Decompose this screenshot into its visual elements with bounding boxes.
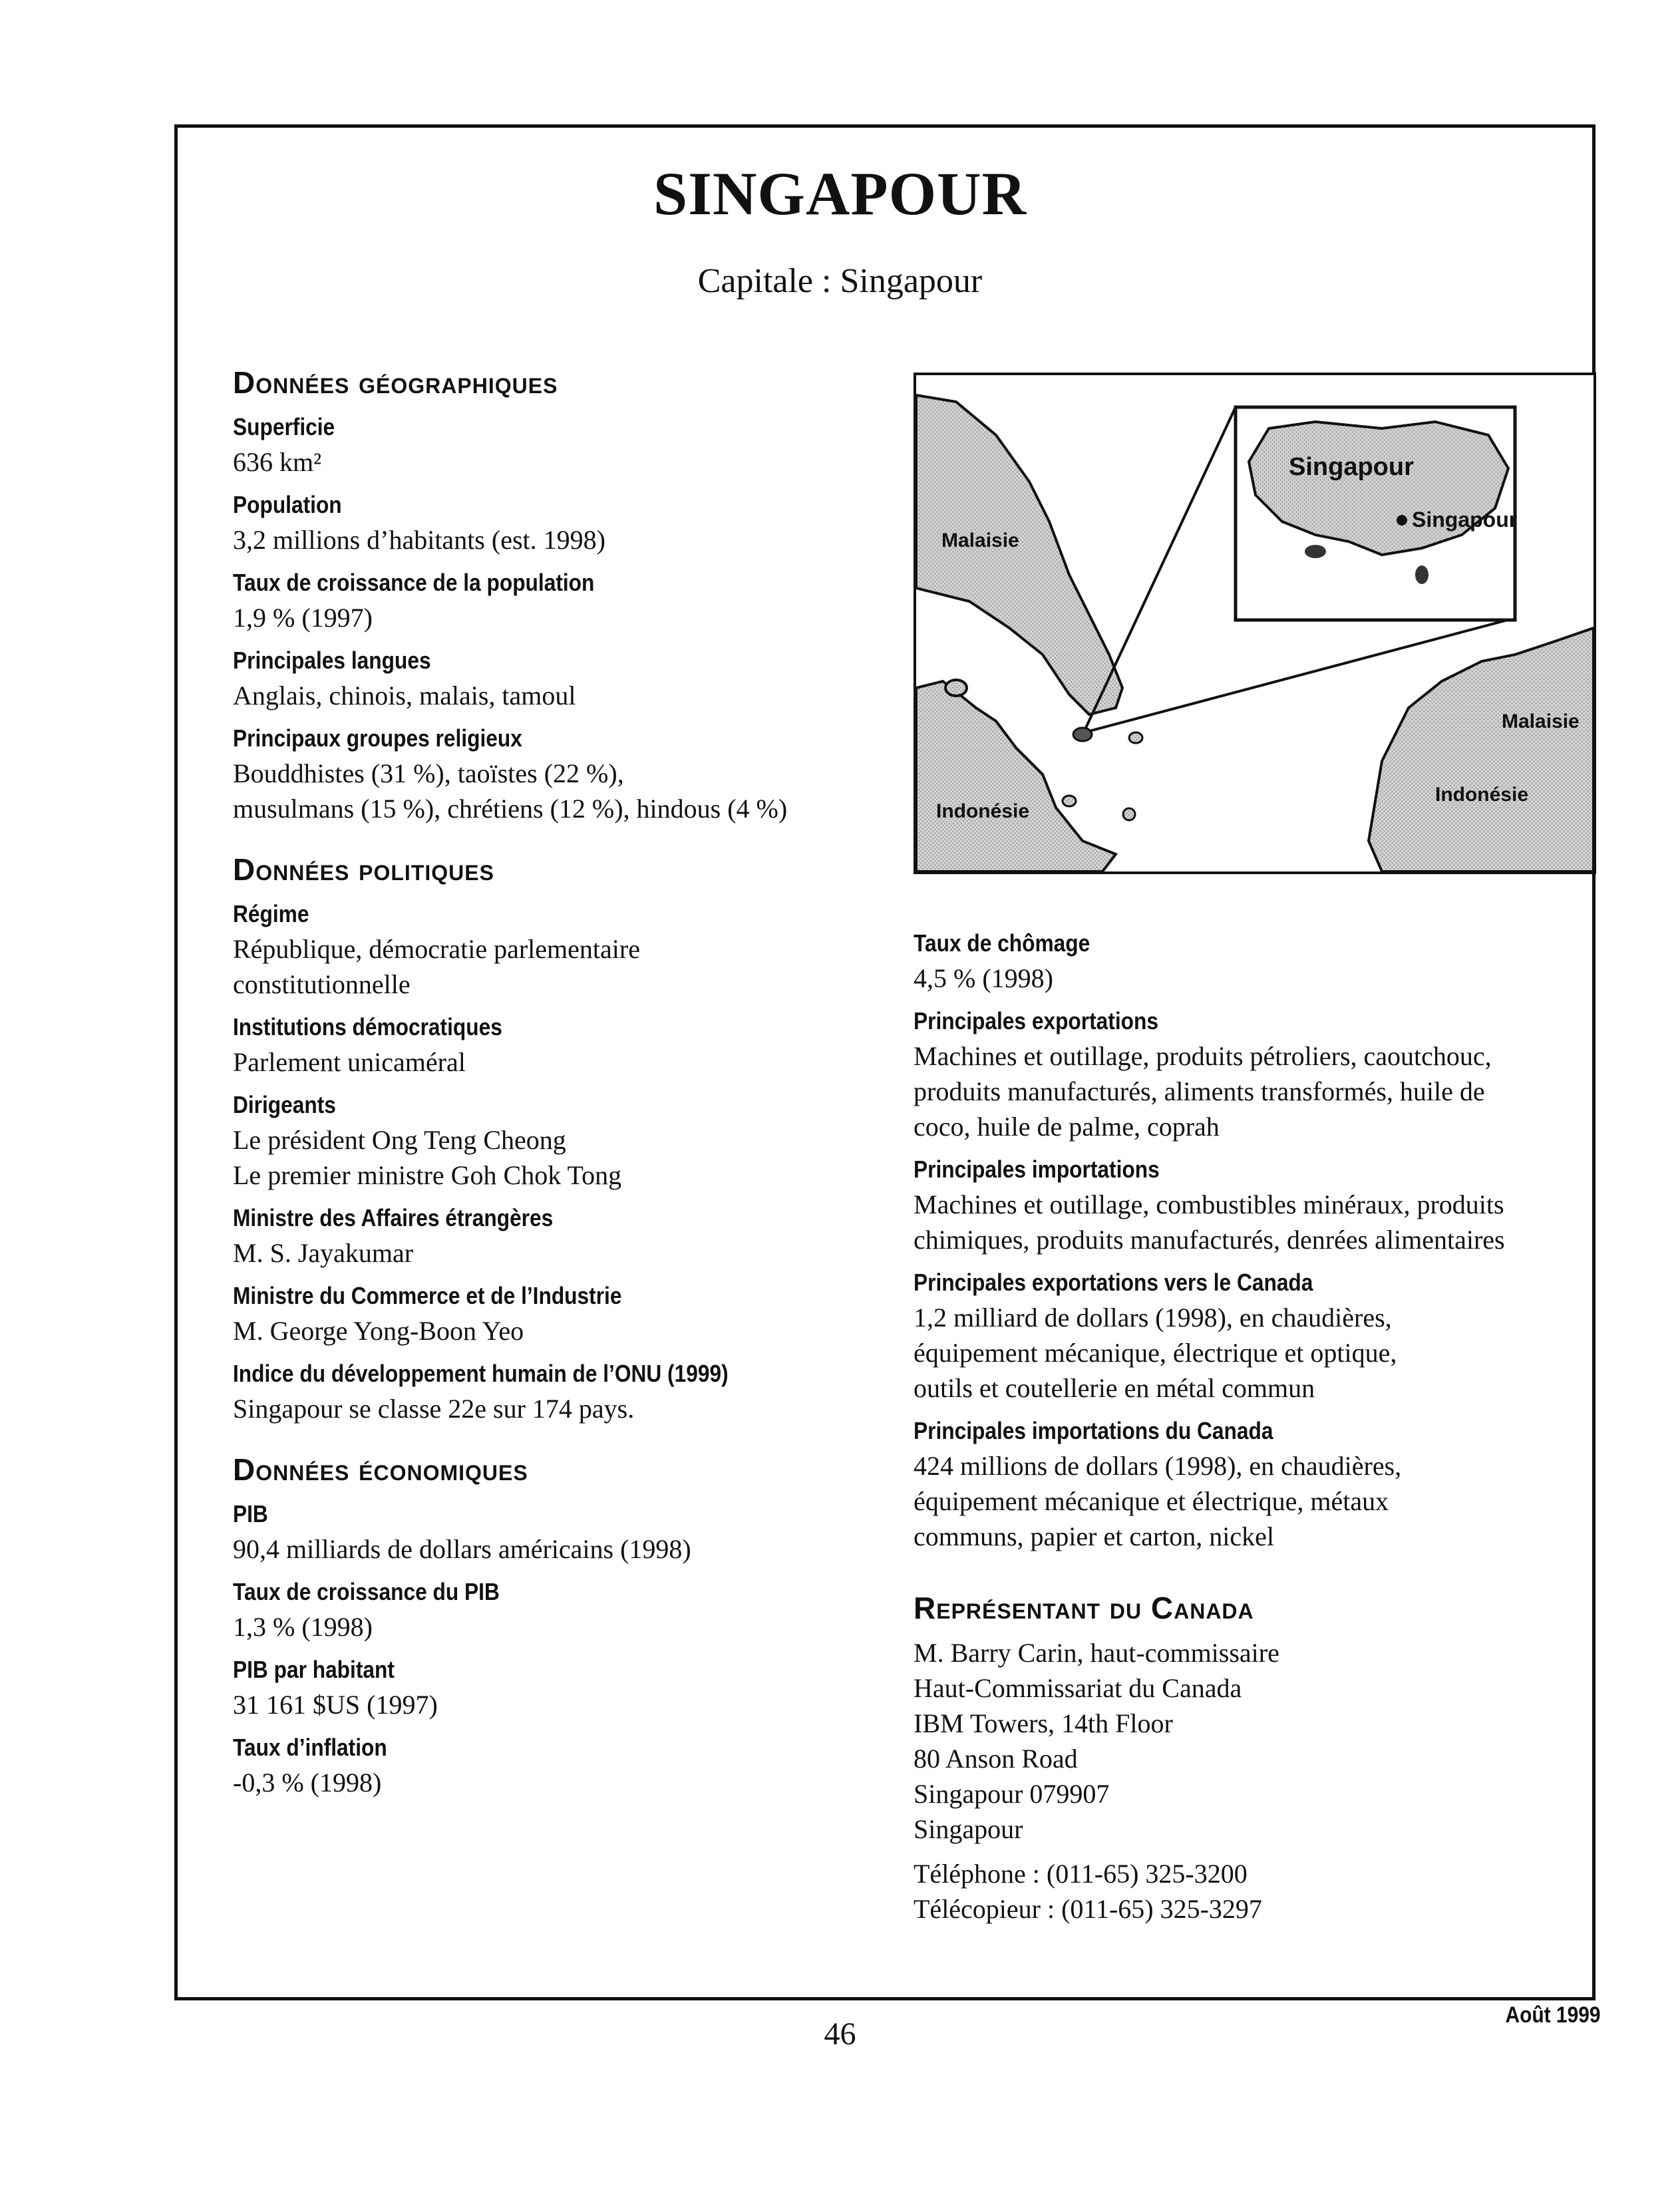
text-line: Haut-Commissariat du Canada [914, 1673, 1242, 1703]
field-value [233, 931, 872, 1002]
field-value [233, 1687, 872, 1722]
field-value [233, 1235, 872, 1271]
field [233, 1652, 872, 1722]
field-value [233, 756, 872, 826]
field-value [914, 961, 1592, 996]
field-label: Institutions démocratiques [233, 1013, 502, 1040]
value-line: 3,2 millions d’habitants (est. 1998) [233, 525, 605, 555]
geo-heading: Données géographiques [233, 365, 558, 400]
value-line: outils et coutellerie en métal commun [914, 1373, 1315, 1403]
field [914, 1414, 1592, 1554]
representative-address [914, 1635, 1592, 1847]
value-line: Parlement unicaméral [233, 1047, 466, 1077]
value-line: chimiques, produits manufacturés, denrées alimentaires [914, 1225, 1505, 1255]
field [233, 1201, 872, 1271]
field-value [233, 1391, 872, 1426]
field-label: Taux de croissance de la population [233, 569, 595, 596]
text-line: Singapour [914, 1814, 1023, 1844]
map-svg [916, 375, 1594, 871]
value-line: 1,2 milliard de dollars (1998), en chaudières, [914, 1303, 1392, 1333]
label-indonesie-east: Indonésie [1435, 784, 1529, 806]
field [233, 1730, 872, 1800]
field-label: PIB par habitant [233, 1656, 395, 1683]
field-label: Indice du développement humain de l’ONU (1999) [233, 1360, 729, 1387]
field-label: Superficie [233, 413, 335, 440]
field-value [914, 1187, 1592, 1257]
value-line: 636 km² [233, 447, 322, 477]
field-value [914, 1300, 1592, 1406]
borneo-shape [1369, 628, 1594, 871]
field-label: Taux de croissance du PIB [233, 1578, 500, 1605]
field-value [233, 1531, 872, 1567]
city-dot [1397, 515, 1407, 526]
field [914, 1004, 1592, 1144]
geo-section [233, 365, 872, 826]
field-label: Population [233, 491, 342, 518]
field-label: Principales langues [233, 647, 431, 674]
field [233, 1356, 872, 1426]
value-line: Le premier ministre Goh Chok Tong [233, 1160, 622, 1190]
politics-section [233, 852, 872, 1426]
field [233, 410, 872, 480]
value-line: Anglais, chinois, malais, tamoul [233, 681, 576, 710]
value-line: communs, papier et carton, nickel [914, 1521, 1275, 1551]
inset-islet-2 [1415, 565, 1428, 584]
field-value [914, 1038, 1592, 1144]
value-line: Machines et outillage, produits pétroliers, caoutchouc, [914, 1041, 1492, 1071]
island-5 [1063, 796, 1076, 806]
value-line: Singapour se classe 22e sur 174 pays. [233, 1394, 635, 1424]
representative-section [914, 1590, 1592, 1927]
text-line: Singapour 079907 [914, 1779, 1110, 1809]
value-line: 4,5 % (1998) [914, 963, 1053, 993]
field [914, 1265, 1592, 1406]
field [233, 721, 872, 826]
value-line: 1,9 % (1997) [233, 603, 373, 633]
field-value [233, 600, 872, 635]
left-column [233, 365, 872, 1808]
region-map [914, 373, 1596, 874]
island-3 [1129, 732, 1142, 743]
field-label: Principales importations [914, 1156, 1160, 1183]
field-label: Ministre du Commerce et de l’Industrie [233, 1282, 622, 1309]
field-value [233, 1765, 872, 1800]
field [233, 643, 872, 713]
field-label: PIB [233, 1500, 268, 1527]
field-value [233, 1313, 872, 1348]
field-label: Taux d’inflation [233, 1734, 387, 1761]
field [233, 1575, 872, 1645]
value-line: République, démocratie parlementaire [233, 934, 640, 964]
label-inset-country: Singapour [1289, 453, 1414, 481]
economy-section [233, 1452, 872, 1800]
field [233, 488, 872, 557]
field-label: Dirigeants [233, 1091, 336, 1118]
inset-islet [1305, 545, 1326, 558]
publication-date: Août 1999 [1505, 2002, 1600, 2028]
field-value [233, 678, 872, 713]
field-label: Principales exportations vers le Canada [914, 1269, 1313, 1296]
field-label: Principales exportations [914, 1007, 1158, 1034]
field-label: Ministre des Affaires étrangères [233, 1204, 554, 1231]
politics-heading: Données politiques [233, 852, 494, 887]
field-label: Principales importations du Canada [914, 1417, 1273, 1444]
value-line: Machines et outillage, combustibles minéraux, produits [914, 1189, 1504, 1219]
text-line: Téléphone : (011-65) 325-3200 [914, 1859, 1248, 1889]
value-line: 424 millions de dollars (1998), en chaudières, [914, 1451, 1402, 1481]
island-1 [945, 680, 967, 696]
field [233, 1010, 872, 1080]
text-line: 80 Anson Road [914, 1744, 1078, 1774]
field [233, 897, 872, 1002]
value-line: M. S. Jayakumar [233, 1238, 414, 1268]
field-value [233, 1044, 872, 1080]
value-line: musulmans (15 %), chrétiens (12 %), hindous (4 %) [233, 794, 788, 824]
label-inset-city: Singapour [1412, 508, 1518, 532]
capital-subtitle: Capitale : Singapour [697, 262, 983, 300]
representative-contact [914, 1856, 1592, 1927]
label-malaisie-west: Malaisie [941, 530, 1019, 551]
field-label: Taux de chômage [914, 929, 1091, 957]
field-label: Régime [233, 900, 309, 927]
field [914, 1152, 1592, 1257]
island-4 [1123, 808, 1135, 820]
politics-items [233, 897, 872, 1426]
label-indonesie-west: Indonésie [936, 800, 1030, 822]
page-title: SINGAPOUR [653, 160, 1027, 228]
value-line: Bouddhistes (31 %), taoïstes (22 %), [233, 758, 624, 788]
peninsula-shape [916, 395, 1122, 714]
value-line: constitutionnelle [233, 969, 411, 999]
value-line: coco, huile de palme, coprah [914, 1112, 1220, 1142]
geo-items [233, 410, 872, 826]
text-line: IBM Towers, 14th Floor [914, 1708, 1173, 1738]
field-value [233, 522, 872, 557]
right-column [914, 926, 1592, 1935]
text-line: M. Barry Carin, haut-commissaire [914, 1638, 1279, 1668]
value-line: Le président Ong Teng Cheong [233, 1125, 566, 1155]
field-value [233, 1609, 872, 1645]
field-value [233, 444, 872, 480]
field [233, 1497, 872, 1567]
value-line: équipement mécanique, électrique et optique, [914, 1338, 1397, 1368]
value-line: -0,3 % (1998) [233, 1768, 382, 1798]
value-line: équipement mécanique et électrique, métaux [914, 1486, 1389, 1516]
field-value [914, 1448, 1592, 1554]
value-line: 1,3 % (1998) [233, 1612, 373, 1642]
value-line: M. George Yong-Boon Yeo [233, 1316, 524, 1346]
field-value [233, 1122, 872, 1193]
field-label: Principaux groupes religieux [233, 724, 522, 752]
field [233, 1279, 872, 1348]
value-line: 90,4 milliards de dollars américains (1998) [233, 1534, 691, 1564]
field [233, 565, 872, 635]
field [233, 1088, 872, 1193]
value-line: produits manufacturés, aliments transformés, huile de [914, 1076, 1485, 1106]
page-number: 46 [824, 2016, 856, 2052]
economy-items [233, 1497, 872, 1800]
economy-heading: Données économiques [233, 1452, 528, 1487]
pointer-line-1 [1086, 407, 1236, 728]
text-line: Télécopieur : (011-65) 325-3297 [914, 1894, 1262, 1924]
representative-heading: Représentant du Canada [914, 1591, 1254, 1625]
value-line: 31 161 $US (1997) [233, 1690, 438, 1720]
economy-right-items [914, 926, 1592, 1554]
field [914, 926, 1592, 996]
label-malaisie-east: Malaisie [1502, 710, 1580, 732]
